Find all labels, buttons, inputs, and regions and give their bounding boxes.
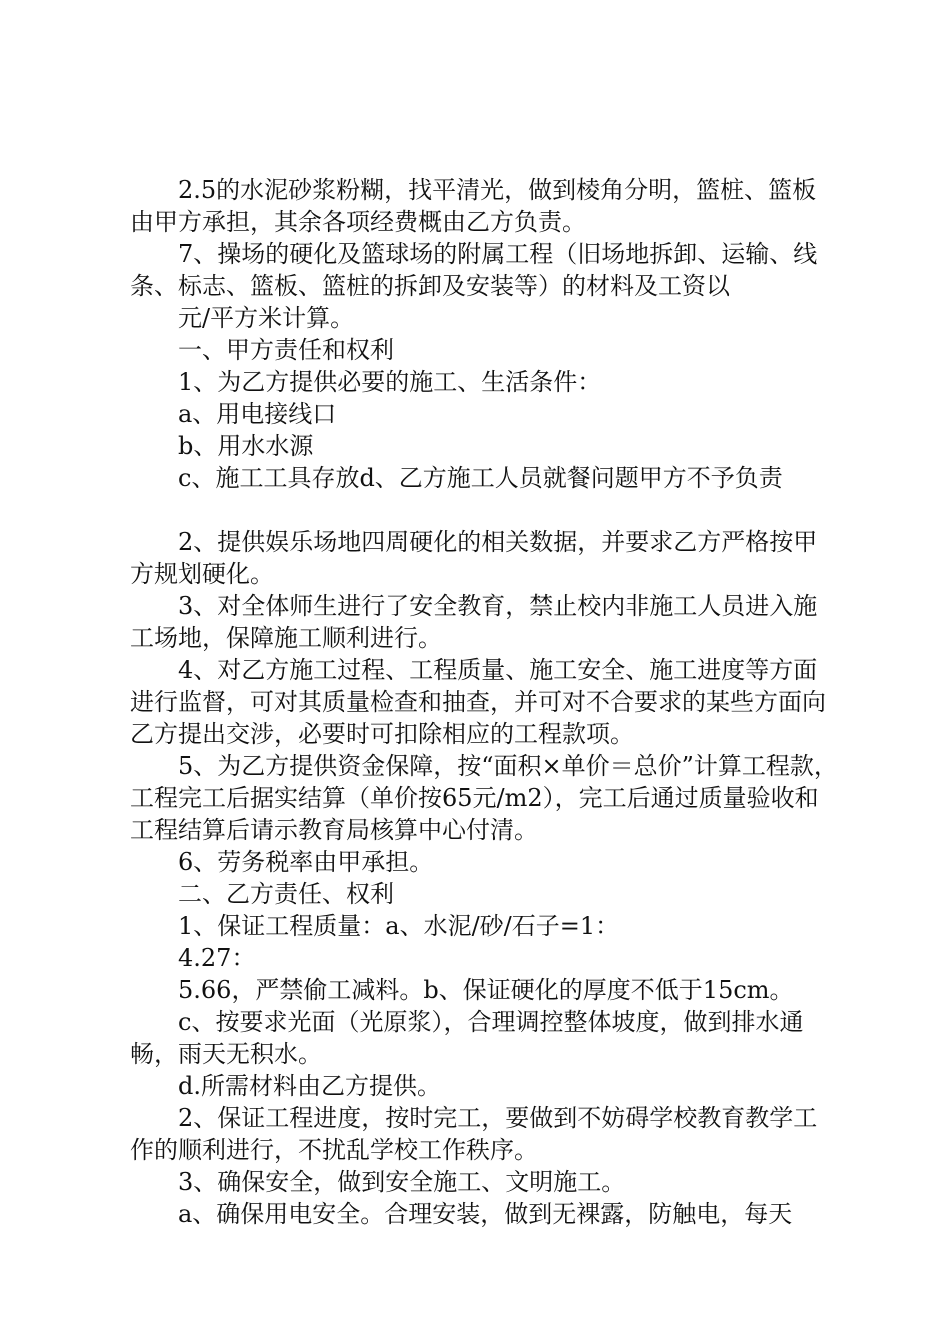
list-item: d.所需材料由乙方提供。: [178, 1072, 441, 1100]
list-item: c、施工工具存放d、乙方施工人员就餐问题甲方不予负责: [178, 464, 783, 492]
paragraph: 4、对乙方施工过程、工程质量、施工安全、施工进度等方面进行监督，可对其质量检查和抽查，并可对不合要求的某些方面向乙方提出交涉，必要时可扣除相应的工程款项。: [130, 656, 826, 748]
paragraph: 3、对全体师生进行了安全教育，禁止校内非施工人员进入施工场地，保障施工顺利进行。: [130, 592, 818, 652]
paragraph: 2.5的水泥砂浆粉糊，找平清光，做到棱角分明，篮桩、篮板由甲方承担，其余各项经费概由乙方负责。: [130, 176, 817, 236]
paragraph: 6、劳务税率由甲承担。: [178, 848, 434, 876]
paragraph: 2、保证工程进度，按时完工，要做到不妨碍学校教育教学工作的顺利进行，不扰乱学校工作秩序。: [130, 1104, 818, 1164]
paragraph: 5、为乙方提供资金保障，按“面积×单价＝总价”计算工程款，工程完工后据实结算（单价按65元/m2），完工后通过质量验收和工程结算后请示教育局核算中心付清。: [130, 752, 838, 844]
list-item: a、用电接线口: [178, 400, 337, 428]
section-heading: 二、乙方责任、权利: [178, 880, 394, 908]
list-item: a、确保用电安全。合理安装，做到无裸露，防触电，每天: [178, 1200, 793, 1228]
paragraph: 7、操场的硬化及篮球场的附属工程（旧场地拆卸、运输、线条、标志、篮板、篮桩的拆卸及安装等）的材料及工资以: [130, 240, 818, 300]
paragraph: 1、为乙方提供必要的施工、生活条件：: [178, 368, 602, 396]
document-body: [130, 174, 840, 1230]
paragraph: 元/平方米计算。: [178, 304, 355, 332]
paragraph: 1、保证工程质量：a、水泥/砂/石子=1：: [178, 912, 620, 940]
list-item: c、按要求光面（光原浆），合理调控整体坡度，做到排水通畅，雨天无积水。: [130, 1008, 804, 1068]
paragraph: 2、提供娱乐场地四周硬化的相关数据，并要求乙方严格按甲方规划硬化。: [130, 528, 818, 588]
paragraph: 5.66，严禁偷工减料。b、保证硬化的厚度不低于15cm。: [178, 976, 794, 1004]
paragraph: 4.27：: [178, 944, 256, 972]
list-item: b、用水水源: [178, 432, 314, 460]
section-heading: 一、甲方责任和权利: [178, 336, 394, 364]
paragraph: 3、确保安全，做到安全施工、文明施工。: [178, 1168, 626, 1196]
